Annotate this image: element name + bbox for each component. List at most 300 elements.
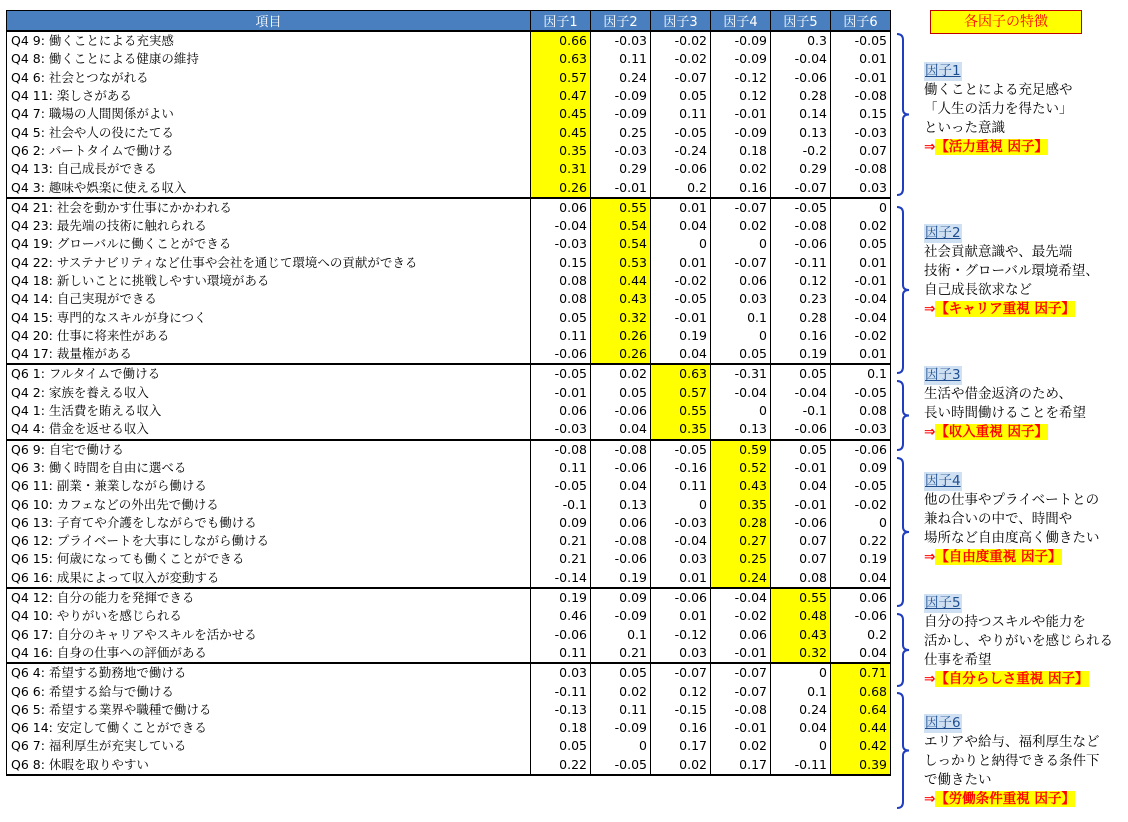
loading-cell-factor-2: 0.43 xyxy=(591,290,651,308)
item-label: Q6 6: 希望する給与で働ける xyxy=(7,682,531,700)
item-label: Q4 17: 裁量権がある xyxy=(7,345,531,364)
loading-cell-factor-5: 0.28 xyxy=(771,87,831,105)
loading-cell-factor-1: 0.21 xyxy=(531,532,591,550)
factor-description xyxy=(924,224,1124,319)
group-brace xyxy=(896,33,910,196)
item-label: Q6 2: パートタイムで働ける xyxy=(7,142,531,160)
loading-cell-factor-1: -0.06 xyxy=(531,626,591,644)
arrow: ⇒ xyxy=(924,671,936,687)
item-label: Q6 3: 働く時間を自由に選べる xyxy=(7,459,531,477)
loading-cell-factor-4: -0.09 xyxy=(711,31,771,50)
loading-cell-factor-5: 0.29 xyxy=(771,160,831,178)
loading-cell-factor-4: 0 xyxy=(711,235,771,253)
loading-cell-factor-3: -0.07 xyxy=(651,69,711,87)
loading-cell-factor-2: -0.09 xyxy=(591,719,651,737)
loading-cell-factor-4: 0.06 xyxy=(711,626,771,644)
loading-cell-factor-5: 0.1 xyxy=(771,682,831,700)
loading-cell-factor-6: 0 xyxy=(831,198,891,217)
loading-cell-factor-4: 0.35 xyxy=(711,495,771,513)
factor-description-line: 場所など自由度高く働きたい xyxy=(924,530,1100,546)
loading-cell-factor-5: 0.55 xyxy=(771,588,831,607)
table-row xyxy=(7,495,891,513)
item-label: Q4 8: 働くことによる健康の維持 xyxy=(7,50,531,68)
loading-cell-factor-3: 0.63 xyxy=(651,364,711,383)
loading-cell-factor-4: 0.03 xyxy=(711,290,771,308)
loading-cell-factor-5: 0.48 xyxy=(771,607,831,625)
loading-cell-factor-3: -0.02 xyxy=(651,31,711,50)
loading-cell-factor-4: -0.09 xyxy=(711,50,771,68)
table-row xyxy=(7,160,891,178)
loading-cell-factor-3: -0.05 xyxy=(651,440,711,459)
loading-cell-factor-6: 0.15 xyxy=(831,105,891,123)
loading-cell-factor-1: 0.15 xyxy=(531,254,591,272)
table-row xyxy=(7,477,891,495)
item-label: Q4 21: 社会を動かす仕事にかかわれる xyxy=(7,198,531,217)
loading-cell-factor-3: 0.17 xyxy=(651,737,711,755)
loading-cell-factor-1: 0.03 xyxy=(531,663,591,682)
loading-cell-factor-5: -0.1 xyxy=(771,402,831,420)
table-row xyxy=(7,532,891,550)
factor-name: 因子1 xyxy=(925,63,961,79)
factor-description-line: 他の仕事やプライベートとの xyxy=(924,492,1100,508)
loading-cell-factor-5: 0.43 xyxy=(771,626,831,644)
loading-cell-factor-1: 0.35 xyxy=(531,142,591,160)
loading-cell-factor-5: 0.24 xyxy=(771,701,831,719)
loading-cell-factor-1: 0.46 xyxy=(531,607,591,625)
loading-cell-factor-2: -0.09 xyxy=(591,87,651,105)
table-body xyxy=(7,31,891,775)
loading-cell-factor-2: -0.06 xyxy=(591,550,651,568)
loading-cell-factor-2: 0.05 xyxy=(591,384,651,402)
loading-cell-factor-3: 0.05 xyxy=(651,87,711,105)
loading-cell-factor-5: 0.12 xyxy=(771,272,831,290)
loading-cell-factor-1: 0.66 xyxy=(531,31,591,50)
loading-cell-factor-6: 0.2 xyxy=(831,626,891,644)
table-row xyxy=(7,272,891,290)
loading-cell-factor-6: -0.08 xyxy=(831,87,891,105)
factor-label: 【自分らしさ重視 因子】 xyxy=(935,671,1089,687)
table-row xyxy=(7,420,891,439)
loading-cell-factor-6: -0.06 xyxy=(831,440,891,459)
table-row xyxy=(7,178,891,197)
item-label: Q4 12: 自分の能力を発揮できる xyxy=(7,588,531,607)
item-label: Q4 11: 楽しさがある xyxy=(7,87,531,105)
loading-cell-factor-6: 0.44 xyxy=(831,719,891,737)
loading-cell-factor-2: 0.04 xyxy=(591,420,651,439)
table-row xyxy=(7,459,891,477)
loading-cell-factor-6: -0.01 xyxy=(831,69,891,87)
item-label: Q4 2: 家族を養える収入 xyxy=(7,384,531,402)
loading-cell-factor-3: -0.07 xyxy=(651,663,711,682)
arrow: ⇒ xyxy=(924,424,936,440)
item-label: Q4 10: やりがいを感じられる xyxy=(7,607,531,625)
factor-name: 因子4 xyxy=(925,473,961,489)
table-header-row xyxy=(7,11,891,32)
table-row xyxy=(7,644,891,663)
loading-cell-factor-5: -0.2 xyxy=(771,142,831,160)
item-label: Q4 1: 生活費を賄える収入 xyxy=(7,402,531,420)
loading-cell-factor-4: -0.01 xyxy=(711,105,771,123)
factor-label: 【活力重視 因子】 xyxy=(935,139,1049,155)
legend-title: 各因子の特徴 xyxy=(930,10,1082,34)
table-row xyxy=(7,308,891,326)
loading-cell-factor-3: 0.01 xyxy=(651,198,711,217)
header-factor-5: 因子5 xyxy=(771,11,831,32)
header-factor-1: 因子1 xyxy=(531,11,591,32)
table-row xyxy=(7,756,891,775)
loading-cell-factor-1: 0.11 xyxy=(531,459,591,477)
loading-cell-factor-6: 0.04 xyxy=(831,644,891,663)
loading-cell-factor-1: -0.01 xyxy=(531,384,591,402)
loading-cell-factor-3: 0 xyxy=(651,495,711,513)
loading-cell-factor-3: -0.15 xyxy=(651,701,711,719)
item-label: Q6 11: 副業・兼業しながら働ける xyxy=(7,477,531,495)
loading-cell-factor-3: -0.02 xyxy=(651,272,711,290)
loading-cell-factor-6: 0.19 xyxy=(831,550,891,568)
loading-cell-factor-6: 0.1 xyxy=(831,364,891,383)
loading-cell-factor-6: 0.01 xyxy=(831,50,891,68)
loading-cell-factor-5: -0.06 xyxy=(771,235,831,253)
loading-cell-factor-4: 0.02 xyxy=(711,737,771,755)
loading-cell-factor-1: 0.45 xyxy=(531,105,591,123)
loading-cell-factor-2: -0.09 xyxy=(591,607,651,625)
header-factor-6: 因子6 xyxy=(831,11,891,32)
item-label: Q6 12: プライベートを大事にしながら働ける xyxy=(7,532,531,550)
factor-description xyxy=(924,472,1124,567)
factor-description-line: 長い時間働けることを希望 xyxy=(924,405,1086,421)
loading-cell-factor-2: 0.54 xyxy=(591,235,651,253)
loading-cell-factor-1: 0.06 xyxy=(531,402,591,420)
loading-cell-factor-6: 0.68 xyxy=(831,682,891,700)
item-label: Q4 5: 社会や人の役にたてる xyxy=(7,123,531,141)
item-label: Q4 16: 自身の仕事への評価がある xyxy=(7,644,531,663)
loading-cell-factor-1: 0.18 xyxy=(531,719,591,737)
loading-cell-factor-1: -0.11 xyxy=(531,682,591,700)
loading-cell-factor-3: 0.11 xyxy=(651,105,711,123)
loading-cell-factor-5: -0.04 xyxy=(771,384,831,402)
loading-cell-factor-4: -0.08 xyxy=(711,701,771,719)
loading-cell-factor-5: 0.23 xyxy=(771,290,831,308)
loading-cell-factor-2: 0.24 xyxy=(591,69,651,87)
table-row xyxy=(7,290,891,308)
loading-cell-factor-6: -0.05 xyxy=(831,31,891,50)
loading-cell-factor-4: 0.16 xyxy=(711,178,771,197)
factor-loading-table xyxy=(6,10,891,776)
loading-cell-factor-4: 0.59 xyxy=(711,440,771,459)
item-label: Q4 4: 借金を返せる収入 xyxy=(7,420,531,439)
loading-cell-factor-5: -0.04 xyxy=(771,50,831,68)
loading-cell-factor-6: 0.22 xyxy=(831,532,891,550)
loading-cell-factor-1: -0.1 xyxy=(531,495,591,513)
loading-cell-factor-2: -0.08 xyxy=(591,532,651,550)
loading-cell-factor-2: 0.26 xyxy=(591,327,651,345)
loading-cell-factor-2: 0.11 xyxy=(591,701,651,719)
loading-cell-factor-6: -0.06 xyxy=(831,607,891,625)
loading-cell-factor-1: 0.06 xyxy=(531,198,591,217)
loading-cell-factor-2: -0.08 xyxy=(591,440,651,459)
loading-cell-factor-4: -0.12 xyxy=(711,69,771,87)
table-row xyxy=(7,737,891,755)
item-label: Q4 7: 職場の人間関係がよい xyxy=(7,105,531,123)
group-brace xyxy=(896,692,910,809)
loading-cell-factor-3: -0.05 xyxy=(651,123,711,141)
loading-cell-factor-6: -0.02 xyxy=(831,327,891,345)
loading-cell-factor-5: 0.07 xyxy=(771,532,831,550)
loading-cell-factor-1: 0.05 xyxy=(531,308,591,326)
loading-cell-factor-6: 0.03 xyxy=(831,178,891,197)
loading-cell-factor-1: 0.63 xyxy=(531,50,591,68)
loading-cell-factor-4: 0.05 xyxy=(711,345,771,364)
loading-cell-factor-2: 0.13 xyxy=(591,495,651,513)
loading-cell-factor-4: -0.07 xyxy=(711,198,771,217)
table-row xyxy=(7,588,891,607)
item-label: Q4 23: 最先端の技術に触れられる xyxy=(7,217,531,235)
loading-cell-factor-2: -0.09 xyxy=(591,105,651,123)
table-row xyxy=(7,142,891,160)
loading-cell-factor-2: -0.06 xyxy=(591,459,651,477)
loading-cell-factor-1: 0.26 xyxy=(531,178,591,197)
loading-cell-factor-2: -0.03 xyxy=(591,142,651,160)
loading-cell-factor-4: 0.17 xyxy=(711,756,771,775)
loading-cell-factor-2: 0.32 xyxy=(591,308,651,326)
loading-cell-factor-5: -0.08 xyxy=(771,217,831,235)
loading-cell-factor-4: -0.02 xyxy=(711,607,771,625)
loading-cell-factor-3: 0.02 xyxy=(651,756,711,775)
item-label: Q4 6: 社会とつながれる xyxy=(7,69,531,87)
table-row xyxy=(7,663,891,682)
factor-description-line: 活かし、やりがいを感じられる xyxy=(924,633,1113,649)
loading-cell-factor-6: -0.05 xyxy=(831,477,891,495)
loading-cell-factor-6: 0.71 xyxy=(831,663,891,682)
table-row xyxy=(7,198,891,217)
arrow: ⇒ xyxy=(924,139,936,155)
item-label: Q4 13: 自己成長ができる xyxy=(7,160,531,178)
loading-cell-factor-2: 0.04 xyxy=(591,477,651,495)
loading-cell-factor-5: 0.13 xyxy=(771,123,831,141)
loading-cell-factor-2: -0.05 xyxy=(591,756,651,775)
loading-cell-factor-3: 0.19 xyxy=(651,327,711,345)
loading-cell-factor-5: 0 xyxy=(771,737,831,755)
factor-description-line: エリアや給与、福利厚生など xyxy=(924,734,1100,750)
loading-cell-factor-6: -0.02 xyxy=(831,495,891,513)
loading-cell-factor-4: 0.06 xyxy=(711,272,771,290)
loading-cell-factor-6: -0.04 xyxy=(831,308,891,326)
loading-cell-factor-5: 0.07 xyxy=(771,550,831,568)
loading-cell-factor-6: -0.05 xyxy=(831,384,891,402)
table-row xyxy=(7,364,891,383)
table-row xyxy=(7,31,891,50)
header-factor-3: 因子3 xyxy=(651,11,711,32)
table-row xyxy=(7,719,891,737)
loading-cell-factor-5: 0.28 xyxy=(771,308,831,326)
loading-cell-factor-4: -0.01 xyxy=(711,719,771,737)
loading-cell-factor-2: 0.29 xyxy=(591,160,651,178)
loading-cell-factor-3: 0.01 xyxy=(651,569,711,588)
factor-description-line: 「人生の活力を得たい」 xyxy=(924,101,1073,117)
loading-cell-factor-4: 0 xyxy=(711,327,771,345)
factor-description-line: といった意識 xyxy=(924,120,1005,136)
loading-cell-factor-4: -0.09 xyxy=(711,123,771,141)
factor-description-line: 自分の持つスキルや能力を xyxy=(924,614,1086,630)
loading-cell-factor-2: 0.44 xyxy=(591,272,651,290)
loading-cell-factor-2: 0.09 xyxy=(591,588,651,607)
loading-cell-factor-6: -0.03 xyxy=(831,123,891,141)
factor-description xyxy=(924,594,1124,689)
item-label: Q4 9: 働くことによる充実感 xyxy=(7,31,531,50)
loading-cell-factor-2: 0.54 xyxy=(591,217,651,235)
loading-cell-factor-4: 0.28 xyxy=(711,514,771,532)
table-row xyxy=(7,384,891,402)
group-brace xyxy=(896,613,910,687)
loading-cell-factor-5: 0.04 xyxy=(771,719,831,737)
item-label: Q4 14: 自己実現ができる xyxy=(7,290,531,308)
loading-cell-factor-1: 0.45 xyxy=(531,123,591,141)
loading-cell-factor-3: 0.35 xyxy=(651,420,711,439)
loading-cell-factor-4: -0.07 xyxy=(711,254,771,272)
loading-cell-factor-5: -0.05 xyxy=(771,198,831,217)
loading-cell-factor-3: -0.12 xyxy=(651,626,711,644)
table-row xyxy=(7,550,891,568)
loading-cell-factor-1: 0.05 xyxy=(531,737,591,755)
loading-cell-factor-5: 0.05 xyxy=(771,440,831,459)
arrow: ⇒ xyxy=(924,301,936,317)
loading-cell-factor-1: 0.11 xyxy=(531,327,591,345)
loading-cell-factor-2: 0.25 xyxy=(591,123,651,141)
loading-cell-factor-5: -0.07 xyxy=(771,178,831,197)
table-row xyxy=(7,682,891,700)
arrow: ⇒ xyxy=(924,549,936,565)
factor-description xyxy=(924,714,1124,809)
factor-description xyxy=(924,366,1124,442)
factor-name: 因子3 xyxy=(925,367,961,383)
loading-cell-factor-6: 0.42 xyxy=(831,737,891,755)
loading-cell-factor-3: -0.03 xyxy=(651,514,711,532)
loading-cell-factor-4: 0.52 xyxy=(711,459,771,477)
loading-cell-factor-5: 0.14 xyxy=(771,105,831,123)
loading-cell-factor-1: -0.03 xyxy=(531,235,591,253)
loading-cell-factor-6: 0.07 xyxy=(831,142,891,160)
loading-cell-factor-2: 0.05 xyxy=(591,663,651,682)
loading-cell-factor-4: -0.01 xyxy=(711,644,771,663)
loading-cell-factor-6: 0.09 xyxy=(831,459,891,477)
item-label: Q6 17: 自分のキャリアやスキルを活かせる xyxy=(7,626,531,644)
loading-cell-factor-1: 0.08 xyxy=(531,272,591,290)
table-row xyxy=(7,626,891,644)
loading-cell-factor-5: 0.08 xyxy=(771,569,831,588)
loading-cell-factor-4: 0.02 xyxy=(711,217,771,235)
loading-cell-factor-5: 0.32 xyxy=(771,644,831,663)
loading-cell-factor-1: 0.57 xyxy=(531,69,591,87)
table-row xyxy=(7,105,891,123)
loading-cell-factor-6: 0.64 xyxy=(831,701,891,719)
item-label: Q4 20: 仕事に将来性がある xyxy=(7,327,531,345)
loading-cell-factor-6: -0.04 xyxy=(831,290,891,308)
factor-description-line: 兼ね合いの中で、時間や xyxy=(924,511,1073,527)
loading-cell-factor-2: 0.19 xyxy=(591,569,651,588)
loading-cell-factor-3: 0.2 xyxy=(651,178,711,197)
loading-cell-factor-6: 0.01 xyxy=(831,345,891,364)
loading-cell-factor-5: 0.16 xyxy=(771,327,831,345)
loading-cell-factor-6: -0.01 xyxy=(831,272,891,290)
table-row xyxy=(7,514,891,532)
table-row xyxy=(7,607,891,625)
loading-cell-factor-5: -0.06 xyxy=(771,420,831,439)
header-factor-2: 因子2 xyxy=(591,11,651,32)
loading-cell-factor-1: -0.06 xyxy=(531,345,591,364)
loading-cell-factor-4: 0.24 xyxy=(711,569,771,588)
loading-cell-factor-3: 0.57 xyxy=(651,384,711,402)
item-label: Q6 1: フルタイムで働ける xyxy=(7,364,531,383)
loading-cell-factor-5: 0.04 xyxy=(771,477,831,495)
loading-cell-factor-1: 0.08 xyxy=(531,290,591,308)
factor-description xyxy=(924,62,1124,157)
item-label: Q6 9: 自宅で働ける xyxy=(7,440,531,459)
factor-label: 【キャリア重視 因子】 xyxy=(935,301,1076,317)
loading-cell-factor-2: 0.11 xyxy=(591,50,651,68)
loading-cell-factor-1: -0.05 xyxy=(531,477,591,495)
loading-cell-factor-6: 0.08 xyxy=(831,402,891,420)
loading-cell-factor-1: 0.22 xyxy=(531,756,591,775)
loading-cell-factor-6: -0.08 xyxy=(831,160,891,178)
factor-description-line: 生活や借金返済のため、 xyxy=(924,386,1072,402)
table-row xyxy=(7,217,891,235)
loading-cell-factor-4: -0.31 xyxy=(711,364,771,383)
factor-description-line: 働くことによる充足感や xyxy=(924,82,1073,98)
loading-cell-factor-6: 0 xyxy=(831,514,891,532)
loading-cell-factor-1: 0.09 xyxy=(531,514,591,532)
table-row xyxy=(7,69,891,87)
loading-cell-factor-2: 0.02 xyxy=(591,682,651,700)
loading-cell-factor-1: -0.08 xyxy=(531,440,591,459)
loading-cell-factor-1: -0.05 xyxy=(531,364,591,383)
factor-name: 因子6 xyxy=(925,715,961,731)
table-row xyxy=(7,701,891,719)
loading-cell-factor-2: 0.1 xyxy=(591,626,651,644)
loading-cell-factor-3: -0.06 xyxy=(651,588,711,607)
item-label: Q4 18: 新しいことに挑戦しやすい環境がある xyxy=(7,272,531,290)
loading-cell-factor-6: 0.05 xyxy=(831,235,891,253)
loading-cell-factor-2: 0.21 xyxy=(591,644,651,663)
factor-description-line: 技術・グローバル環境希望、 xyxy=(924,263,1099,279)
loading-cell-factor-4: 0.13 xyxy=(711,420,771,439)
loading-cell-factor-2: 0 xyxy=(591,737,651,755)
loading-cell-factor-1: -0.03 xyxy=(531,420,591,439)
loading-cell-factor-2: -0.03 xyxy=(591,31,651,50)
loading-cell-factor-2: -0.01 xyxy=(591,178,651,197)
header-item: 項目 xyxy=(7,11,531,32)
loading-cell-factor-4: -0.04 xyxy=(711,384,771,402)
item-label: Q6 10: カフェなどの外出先で働ける xyxy=(7,495,531,513)
loading-cell-factor-5: -0.06 xyxy=(771,69,831,87)
loading-cell-factor-2: -0.06 xyxy=(591,402,651,420)
loading-cell-factor-4: 0.25 xyxy=(711,550,771,568)
factor-description-line: しっかりと納得できる条件下 xyxy=(924,753,1100,769)
loading-cell-factor-4: 0.18 xyxy=(711,142,771,160)
loading-cell-factor-5: -0.11 xyxy=(771,254,831,272)
loading-cell-factor-5: 0.19 xyxy=(771,345,831,364)
table-row xyxy=(7,345,891,364)
item-label: Q6 13: 子育てや介護をしながらでも働ける xyxy=(7,514,531,532)
loading-cell-factor-4: -0.07 xyxy=(711,682,771,700)
loading-cell-factor-6: -0.03 xyxy=(831,420,891,439)
group-brace xyxy=(896,380,910,451)
loading-cell-factor-2: 0.02 xyxy=(591,364,651,383)
group-brace xyxy=(896,457,910,607)
loading-cell-factor-4: -0.04 xyxy=(711,588,771,607)
factor-description-line: で働きたい xyxy=(924,772,992,788)
loading-cell-factor-2: 0.55 xyxy=(591,198,651,217)
loading-cell-factor-6: 0.01 xyxy=(831,254,891,272)
